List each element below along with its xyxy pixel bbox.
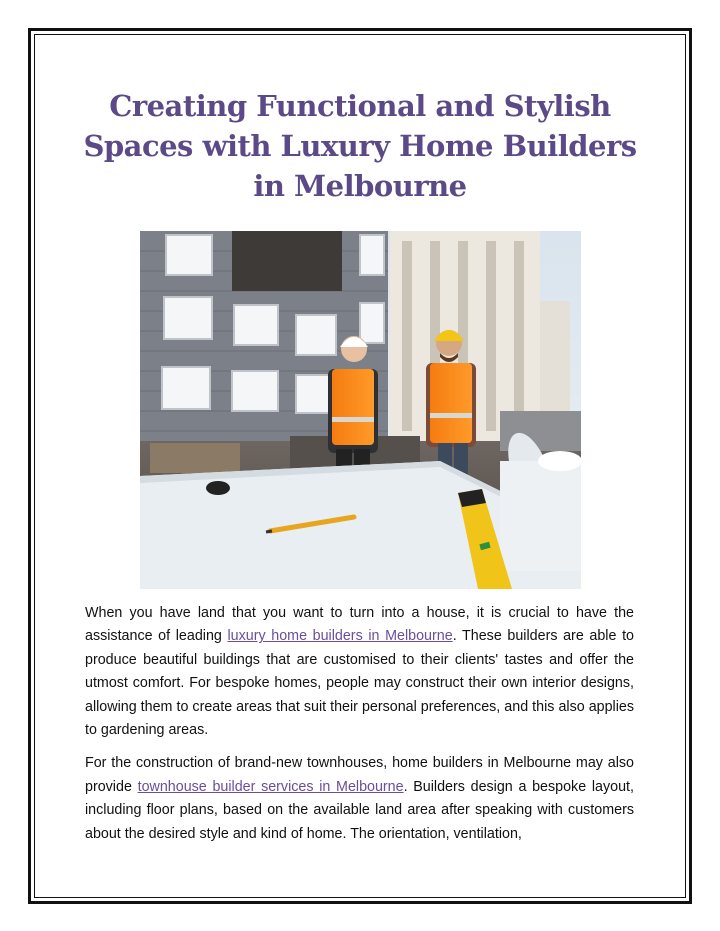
paragraph-text: When you have land that you want to turn into a house, it is crucial to have the assistance of leading bbox=[85, 605, 634, 645]
article-body bbox=[85, 602, 634, 856]
paragraph-text: . These builders are able to produce beautiful buildings that are customised to their clients' tastes and offer the utmost comfort. For bespoke homes, people may construct their own interior designs, allowing them to create areas that suit their personal preferences, and this also applies to gardening areas. bbox=[85, 628, 634, 739]
paragraph-2 bbox=[85, 752, 634, 846]
page-title: Creating Functional and Stylish Spaces with Luxury Home Builders in Melbourne bbox=[83, 89, 637, 203]
paragraph-1 bbox=[85, 602, 634, 742]
luxury-home-builders-link[interactable]: luxury home builders in Melbourne bbox=[227, 628, 453, 645]
paragraph-text: For the construction of brand-new townhouses, home builders in Melbourne may also provide bbox=[85, 755, 634, 795]
construction-site-photo bbox=[140, 231, 581, 589]
townhouse-builder-link[interactable]: townhouse builder services in Melbourne bbox=[137, 778, 404, 795]
paragraph-text: . Builders design a bespoke layout, including floor plans, based on the available land area after speaking with customers about the desired style and kind of home. The orientation, ventilation, bbox=[85, 778, 634, 842]
